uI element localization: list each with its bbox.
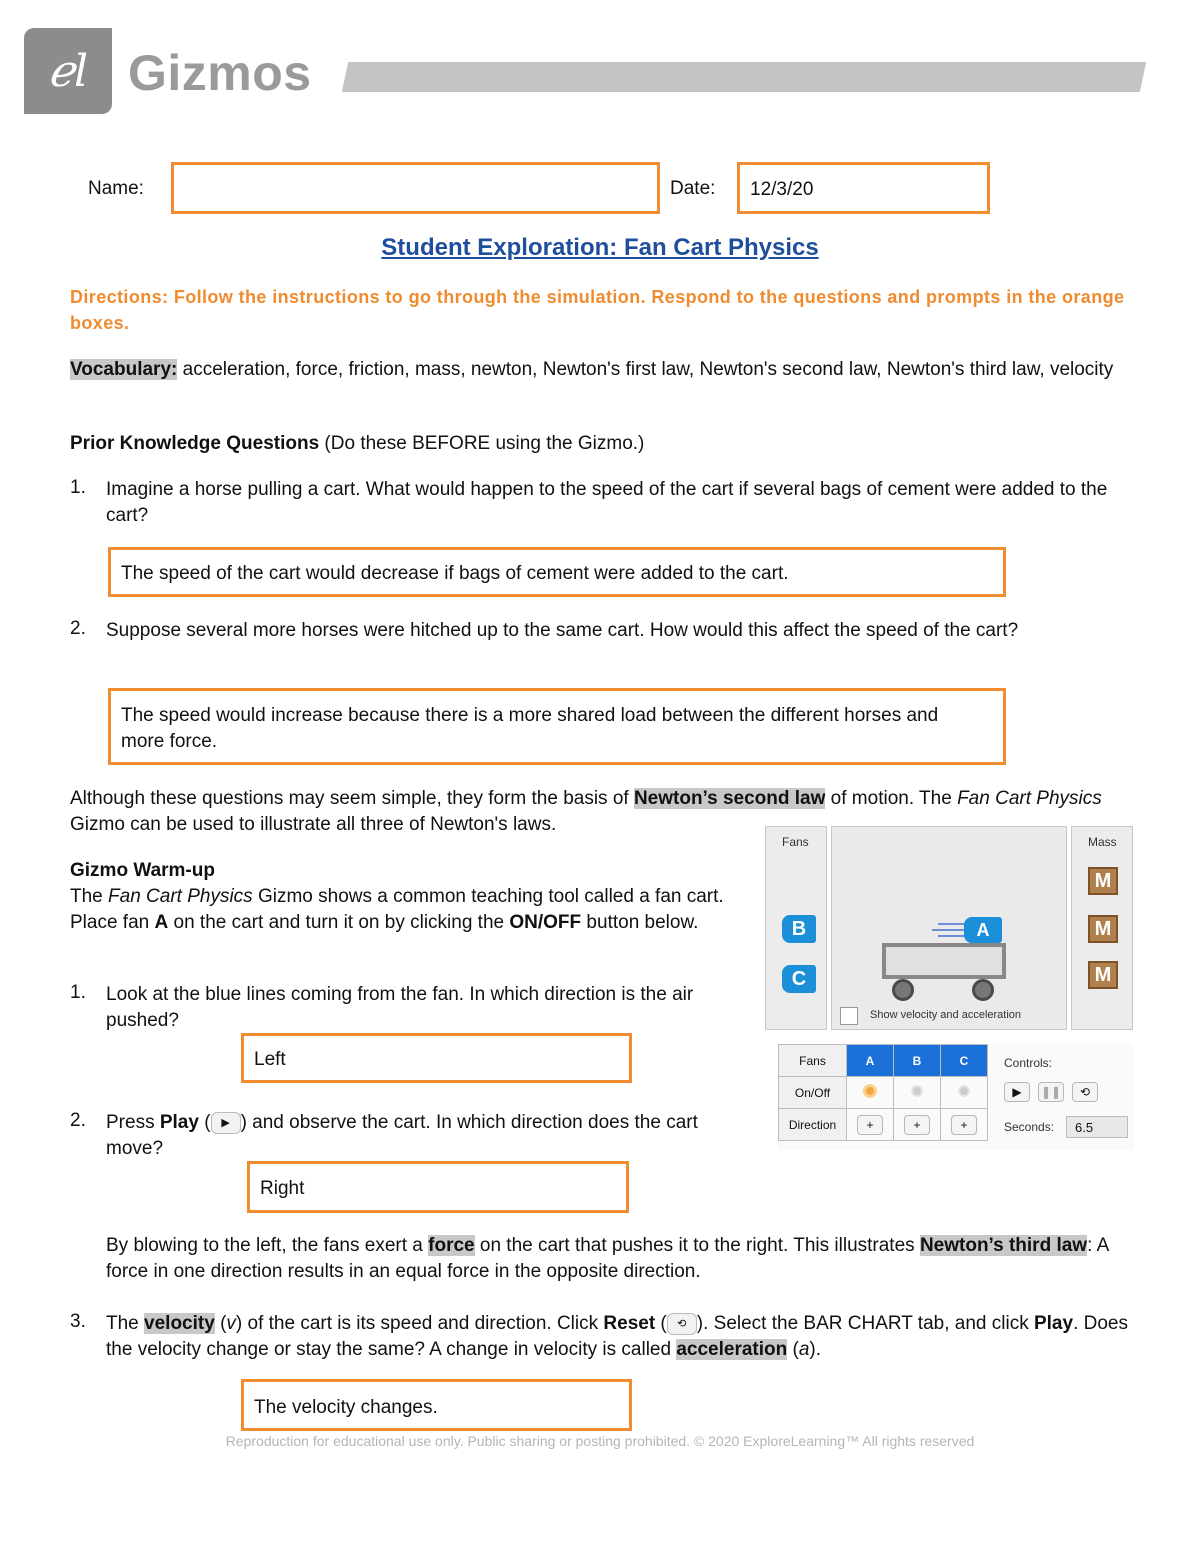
warmup-q3-text <box>106 1311 1136 1363</box>
play-icon: ▶ <box>211 1112 241 1134</box>
table-header-b: B <box>894 1045 941 1077</box>
direction-c-button[interactable]: + <box>951 1115 977 1135</box>
table-header-c: C <box>941 1045 988 1077</box>
although-text-2: of motion. The <box>825 788 958 809</box>
mass-symbol: M <box>1094 963 1112 986</box>
mass-panel-label: Mass <box>1088 835 1117 849</box>
onoff-c-cell[interactable] <box>941 1077 988 1109</box>
direction-b-button[interactable]: + <box>904 1115 930 1135</box>
seconds-label: Seconds: <box>1004 1120 1055 1134</box>
mass-symbol: M <box>1094 869 1112 892</box>
table-header-a: A <box>847 1045 894 1077</box>
q3-text-f: . Does the velocity change or stay the same? A change in velocity is called <box>106 1313 1128 1360</box>
q3-text-a: The <box>106 1313 145 1334</box>
warmup-intro-fan: A <box>154 912 169 933</box>
wind-line <box>938 923 966 925</box>
velocity-symbol: v <box>226 1313 236 1334</box>
play-icon: ▶ <box>1012 1085 1022 1099</box>
acceleration-symbol: a <box>798 1339 810 1360</box>
wind-line <box>932 929 966 931</box>
cart-wheel <box>972 979 994 1001</box>
acceleration-term: acceleration <box>676 1339 788 1360</box>
wind-line <box>938 935 966 937</box>
seconds-readout: 6.5 <box>1066 1116 1128 1138</box>
vocabulary-label: Vocabulary: <box>70 359 178 380</box>
fans-panel <box>765 826 827 1030</box>
warmup-intro <box>70 884 742 936</box>
show-velocity-label: Show velocity and acceleration <box>870 1009 1022 1021</box>
q3-text-c: ) of the cart is its speed and direction. Click <box>235 1313 604 1334</box>
explain-text-a: By blowing to the left, the fans exert a <box>106 1235 429 1256</box>
newtons-second-law-term: Newton’s second law <box>633 788 826 809</box>
mass-symbol: M <box>1094 917 1112 940</box>
date-field[interactable]: 12/3/20 <box>737 162 990 214</box>
direction-c-cell <box>941 1109 988 1141</box>
prior-knowledge-heading <box>70 431 644 457</box>
reset-icon: ⟲ <box>1079 1085 1091 1099</box>
name-field[interactable] <box>171 162 660 214</box>
fan-c-icon[interactable] <box>782 965 816 993</box>
warmup-intro-a: The <box>70 886 109 907</box>
warmup-q2-text-a: Press <box>106 1112 160 1133</box>
prior-q1-text: Imagine a horse pulling a cart. What would happen to the speed of the cart if several bags of cement were added to the cart? <box>106 479 1108 526</box>
vocabulary-paragraph <box>70 357 1130 383</box>
show-velocity-checkbox[interactable] <box>840 1007 858 1025</box>
pause-button[interactable] <box>1038 1082 1064 1102</box>
header-bar <box>342 62 1146 92</box>
force-term: force <box>428 1235 475 1256</box>
onoff-a-toggle-icon[interactable] <box>863 1084 877 1098</box>
warmup-intro-d: button below. <box>581 912 699 933</box>
row-label-onoff: On/Off <box>779 1077 847 1109</box>
onoff-c-toggle-icon[interactable] <box>958 1085 970 1097</box>
warmup-heading: Gizmo Warm-up <box>70 860 215 881</box>
controls-label: Controls: <box>1004 1056 1053 1070</box>
mass-panel <box>1071 826 1133 1030</box>
prior-q1-answer[interactable]: The speed of the cart would decrease if bags of cement were added to the cart. <box>108 547 1006 597</box>
fan-a-icon[interactable] <box>964 917 1002 943</box>
warmup-intro-onoff: ON/OFF <box>509 912 582 933</box>
warmup-q2-text-b: ( <box>198 1112 211 1133</box>
prior-heading-note: (Do these BEFORE using the Gizmo.) <box>319 433 645 454</box>
onoff-b-toggle-icon[interactable] <box>911 1085 923 1097</box>
prior-q2-text: Suppose several more horses were hitched up to the same cart. How would this affect the speed of the cart? <box>106 620 1019 641</box>
mass-block-icon[interactable] <box>1088 867 1118 895</box>
warmup-q2-text-c: ) and observe the cart. In which direction does the cart move? <box>106 1112 698 1159</box>
play-button[interactable] <box>1004 1082 1030 1102</box>
row-label-direction: Direction <box>779 1109 847 1141</box>
brand-title: Gizmos <box>128 45 312 101</box>
direction-a-button[interactable]: + <box>857 1115 883 1135</box>
gizmo-controls <box>778 1044 1134 1150</box>
cart-body <box>882 943 1006 979</box>
onoff-a-cell[interactable] <box>847 1077 894 1109</box>
explain-text-b: on the cart that pushes it to the right. This illustrates <box>474 1235 920 1256</box>
fans-panel-label: Fans <box>782 835 809 849</box>
prior-heading-text: Prior Knowledge Questions <box>70 433 320 454</box>
warmup-explain <box>106 1233 1136 1285</box>
reset-button[interactable] <box>1072 1082 1098 1102</box>
prior-q2-number: 2. <box>70 618 86 639</box>
name-label: Name: <box>88 178 144 199</box>
prior-q1-number: 1. <box>70 477 86 498</box>
explorelearning-logo <box>24 28 112 114</box>
onoff-b-cell[interactable] <box>894 1077 941 1109</box>
warmup-intro-c: on the cart and turn it on by clicking the <box>168 912 510 933</box>
warmup-q1-number: 1. <box>70 982 86 1003</box>
pause-icon: ❚❚ <box>1040 1085 1062 1099</box>
directions-text: Directions: Follow the instructions to go through the simulation. Respond to the questions and prompts in the orange boxes. <box>70 287 1125 333</box>
fan-a-label: A <box>976 919 990 940</box>
prior-q2-answer[interactable]: The speed would increase because there is a more shared load between the different horses and more force. <box>108 688 1006 765</box>
page-title: Student Exploration: Fan Cart Physics <box>381 234 819 261</box>
fan-c-label: C <box>791 967 807 990</box>
q3-text-d: ( <box>655 1313 667 1334</box>
direction-b-cell <box>894 1109 941 1141</box>
although-text-3: Gizmo can be used to illustrate all three of Newton's laws. <box>70 814 557 835</box>
fan-b-icon[interactable] <box>782 915 816 943</box>
warmup-intro-italic: Fan Cart Physics <box>108 886 253 907</box>
velocity-term: velocity <box>144 1313 215 1334</box>
warmup-q2-number: 2. <box>70 1110 86 1131</box>
explain-text-c: : A force in one direction results in an equal force in the opposite direction. <box>106 1235 1109 1282</box>
logo-text: ℯl <box>47 45 89 97</box>
q3-text-e: ). Select the BAR CHART tab, and click <box>696 1313 1034 1334</box>
reset-term: Reset <box>603 1313 656 1334</box>
table-header-fans: Fans <box>779 1045 847 1077</box>
warmup-q3-number: 3. <box>70 1311 86 1332</box>
cart-stage <box>831 826 1067 1030</box>
direction-a-cell <box>847 1109 894 1141</box>
warmup-q1-text: Look at the blue lines coming from the fan. In which direction is the air pushed? <box>106 984 694 1031</box>
play-term-2: Play <box>1033 1313 1074 1334</box>
date-label: Date: <box>670 178 716 199</box>
mass-block-icon[interactable] <box>1088 961 1118 989</box>
warmup-q1-answer[interactable]: Left <box>241 1033 632 1083</box>
although-italic: Fan Cart Physics <box>957 788 1102 809</box>
reset-icon: ⟲ <box>667 1313 697 1335</box>
newtons-third-law-term: Newton’s third law <box>919 1235 1088 1256</box>
although-text-1: Although these questions may seem simple, they form the basis of <box>70 788 634 809</box>
warmup-q3-answer[interactable]: The velocity changes. <box>241 1379 632 1431</box>
warmup-q2-text <box>106 1110 746 1162</box>
gizmo-simulation <box>765 826 1133 1030</box>
q3-text-h: ). <box>809 1339 822 1360</box>
q3-text-g: ( <box>787 1339 799 1360</box>
footer-copyright: Reproduction for educational use only. Public sharing or posting prohibited. © 2020 ExploreLearning™ All rights reserved <box>225 1433 975 1449</box>
play-term: Play <box>159 1112 199 1133</box>
fan-b-label: B <box>791 917 807 940</box>
q3-text-b: ( <box>214 1313 227 1334</box>
mass-block-icon[interactable] <box>1088 915 1118 943</box>
fan-controls-table <box>778 1044 988 1141</box>
warmup-q2-answer[interactable]: Right <box>247 1161 629 1213</box>
warmup-intro-b: Gizmo shows a common teaching tool called a fan cart. Place fan <box>70 886 724 933</box>
vocabulary-text: acceleration, force, friction, mass, newton, Newton's first law, Newton's second law, Newton's third law, velocity <box>177 359 1114 380</box>
cart-wheel <box>892 979 914 1001</box>
